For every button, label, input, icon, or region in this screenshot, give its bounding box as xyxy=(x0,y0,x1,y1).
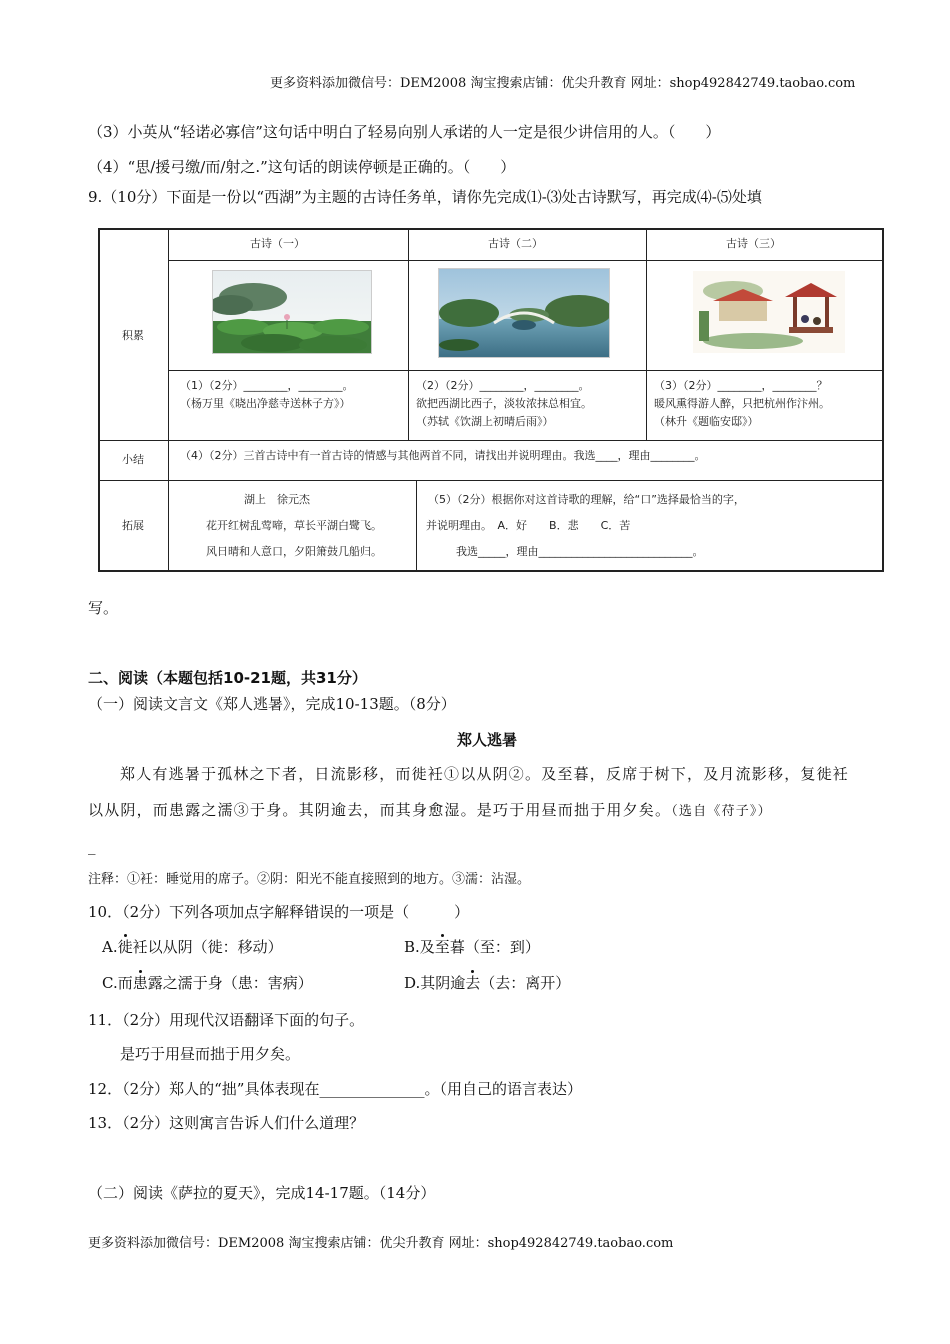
row-label-jilei: 积累 xyxy=(122,329,144,342)
poem2-source: （苏轼《饮湖上初晴后雨》） xyxy=(416,415,554,428)
poem2-fill: （2）（2分）________，________。 xyxy=(416,379,590,392)
section-title: 二、阅读（本题包括10-21题，共31分） xyxy=(88,669,367,687)
part2-intro: （二）阅读《萨拉的夏天》，完成14-17题。（14分） xyxy=(88,1184,436,1202)
poem3-header: 古诗（三） xyxy=(726,237,781,250)
q10-option-d: D.其阴逾去（去：离开） xyxy=(404,974,571,992)
ext-question-line2: 并说明理由。 A．好 B．悲 C．苦 xyxy=(426,519,631,532)
passage-source: （选自《苻子》） xyxy=(671,804,772,819)
poem3-fill: （3）（2分）________，________？ xyxy=(654,379,828,392)
poem3-source: （林升《题临安邸》） xyxy=(654,415,759,428)
ext-answer-line: 我选_____，理由____________________________。 xyxy=(456,545,704,558)
ext-poem-line1: 花开红树乱莺啼，草长平湖白鹭飞。 xyxy=(206,519,382,532)
q9-stem: 9.（10分）下面是一份以“西湖”为主题的古诗任务单，请你先完成⑴-⑶处古诗默写，再完成⑷-⑸处填 xyxy=(88,188,762,206)
west-lake-bridge-image xyxy=(438,268,610,358)
row-label-xiaojie: 小结 xyxy=(122,453,144,466)
notes: 注释：①衽：睡觉用的席子。②阴：阳光不能直接照到的地方。③濡：沾湿。 xyxy=(88,872,531,887)
page-footer: 更多资料添加微信号：DEM2008 淘宝搜索店铺：优尖升教育 网址：shop492842749.taobao.com xyxy=(88,1236,674,1251)
q11-sentence: 是巧于用昼而拙于用夕矣。 xyxy=(120,1045,301,1063)
ext-poem-line2: 风日晴和人意口，夕阳箫鼓几船归。 xyxy=(206,545,382,558)
poem-task-table xyxy=(98,228,884,572)
q8-item-3: （3）小英从“轻诺必寡信”这句话中明白了轻易向别人承诺的人一定是很少讲信用的人。（ ） xyxy=(88,123,721,141)
poem2-header: 古诗（二） xyxy=(488,237,543,250)
q10-option-c: C.而患露之濡于身（患：害病） xyxy=(102,974,313,992)
q10-option-a: A.徙衽以从阴（徙：移动） xyxy=(102,938,283,956)
passage-line-1: 郑人有逃暑于孤林之下者，日流影移，而徙衽①以从阴②。及至暮，反席于树下，及月流影移，复徙衽 xyxy=(120,765,850,783)
poem1-header: 古诗（一） xyxy=(250,237,305,250)
q13-stem: 13．（2分）这则寓言告诉人们什么道理？ xyxy=(88,1114,365,1132)
ext-question-line1: （5）（2分）根据你对这首诗歌的理解，给“口”选择最恰当的字， xyxy=(428,493,745,506)
q10-stem: 10．（2分）下列各项加点字解释错误的一项是（ ） xyxy=(88,903,470,921)
part1-intro: （一）阅读文言文《郑人逃暑》，完成10-13题。（8分） xyxy=(88,695,456,713)
q11-stem: 11．（2分）用现代汉语翻译下面的句子。 xyxy=(88,1011,365,1029)
q8-item-4: （4）“思/援弓缴/而/射之.”这句话的朗读停顿是正确的。（ ） xyxy=(88,158,516,176)
poem3-line: 暖风熏得游人醉，只把杭州作汴州。 xyxy=(654,397,830,410)
pavilion-image xyxy=(692,270,846,354)
lotus-lake-image xyxy=(212,270,372,354)
row-label-tuozhan: 拓展 xyxy=(122,519,144,532)
q12-stem: 12．（2分）郑人的“拙”具体表现在______________。（用自己的语言表达） xyxy=(88,1080,582,1098)
poem1-fill: （1）（2分）________，________。 xyxy=(180,379,354,392)
poem2-line: 欲把西湖比西子，淡妆浓抹总相宜。 xyxy=(416,397,592,410)
poem1-source: （杨万里《晓出净慈寺送林子方》） xyxy=(180,397,351,410)
stray-mark: _ xyxy=(88,837,96,855)
summary-question: （4）（2分）三首古诗中有一首古诗的情感与其他两首不同，请找出并说明理由。我选____，理由________。 xyxy=(180,449,706,462)
passage-line-2: 以从阴，而患露之濡③于身。其阴逾去，而其身愈湿。是巧于用昼而拙于用夕矣。（选自《苻子》） xyxy=(88,801,772,819)
page-header: 更多资料添加微信号：DEM2008 淘宝搜索店铺：优尖升教育 网址：shop492842749.taobao.com xyxy=(270,76,856,91)
q9-stem-end: 写。 xyxy=(88,599,119,617)
passage-title: 郑人逃暑 xyxy=(457,731,518,749)
q10-option-b: B.及至暮（至：到） xyxy=(404,938,540,956)
ext-poem-title: 湖上 徐元杰 xyxy=(244,493,310,506)
